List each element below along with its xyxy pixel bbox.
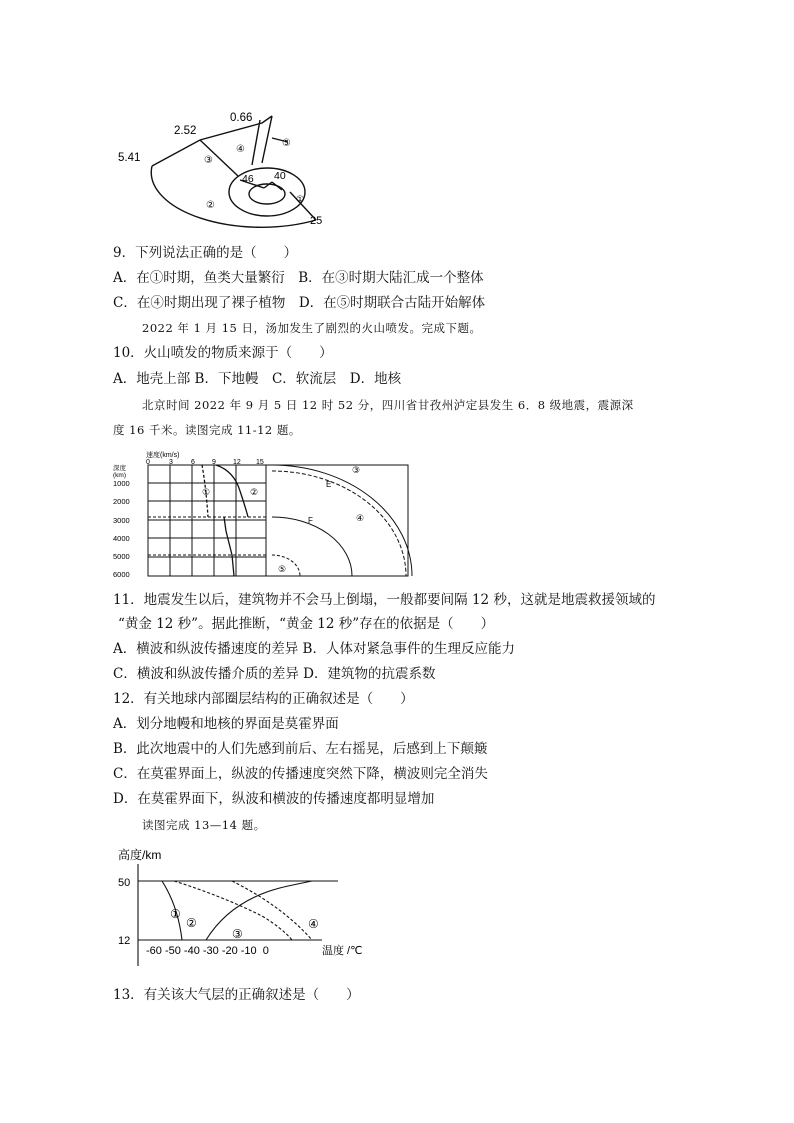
fig2-speed-label: 速度(km/s) — [146, 452, 180, 459]
seismic-wave-figure — [112, 451, 422, 581]
fig1-label-066: 0.66 — [230, 112, 253, 124]
q11-option-c-d: C．横波和纵波传播介质的差异 D．建筑物的抗震系数 — [113, 666, 436, 682]
fig3-xlabel: 温度 /℃ — [322, 945, 363, 957]
q9-option-c-d: C．在④时期出现了裸子植物 D．在⑤时期联合古陆开始解体 — [113, 295, 486, 311]
q12-option-a: A．划分地幔和地核的界面是莫霍界面 — [113, 716, 339, 732]
q10-options: A．地壳上部 B．下地幔 C．软流层 D．地核 — [113, 371, 402, 387]
fig2-depth-4000: 4000 — [113, 534, 130, 543]
fig2-speed-tick-3: 3 — [169, 459, 173, 466]
quake-intro-line1: 北京时间 2022 年 9 月 5 日 12 时 52 分，四川省甘孜州泸定县发生 6．8 级地震，震源深 — [142, 398, 634, 412]
fig3-curve-4: ④ — [308, 917, 319, 931]
fig2-speed-tick-0: 0 — [146, 459, 150, 466]
fig3-y-top: 50 — [118, 877, 131, 889]
fig3-x-ticks: -60 -50 -40 -30 -20 -10 0 — [146, 945, 269, 957]
fig2-depth-1000: 1000 — [113, 479, 130, 488]
q9-option-a-b: A．在①时期，鱼类大量繁衍 B．在③时期大陆汇成一个整体 — [113, 270, 484, 286]
q12-option-d: D．在莫霍界面下，纵波和横波的传播速度都明显增加 — [113, 791, 435, 807]
q9-stem: 9．下列说法正确的是（ ） — [113, 245, 298, 261]
fig1-label-46: 46 — [242, 173, 254, 185]
geologic-time-spiral-figure — [112, 108, 342, 228]
q13-14-intro: 读图完成 13—14 题。 — [142, 818, 266, 832]
fig1-region-3: ③ — [204, 155, 213, 166]
fig2-speed-tick-15: 15 — [256, 459, 264, 466]
q12-option-b: B．此次地震中的人们先感到前后、左右摇晃，后感到上下颠簸 — [113, 741, 488, 757]
fig2-depth-3000: 3000 — [113, 516, 130, 525]
quake-intro-line2: 度 16 千米。读图完成 11-12 题。 — [113, 423, 301, 437]
fig2-speed-tick-6: 6 — [191, 459, 195, 466]
q11-stem-line1: 11．地震发生以后，建筑物并不会马上倒塌，一般都要间隔 12 秒，这就是地震救援领域的 — [113, 592, 656, 608]
volcano-intro: 2022 年 1 月 15 日，汤加发生了剧烈的火山喷发。完成下题。 — [142, 321, 482, 335]
q11-option-a-b: A．横波和纵波传播速度的差异 B．人体对紧急事件的生理反应能力 — [113, 641, 515, 657]
q11-stem-line2: “黄金 12 秒”。据此推断，“黄金 12 秒”存在的依据是（ ） — [118, 616, 495, 632]
fig1-label-541: 5.41 — [118, 152, 141, 164]
fig2-letter-f: F — [308, 516, 313, 525]
atmosphere-temperature-figure — [112, 846, 392, 968]
q13-stem: 13．有关该大气层的正确叙述是（ ） — [113, 987, 360, 1003]
fig1-region-2: ② — [206, 200, 215, 211]
q10-stem: 10．火山喷发的物质来源于（ ） — [113, 345, 333, 361]
fig2-speed-tick-12: 12 — [233, 459, 241, 466]
fig3-curve-3: ③ — [232, 927, 243, 941]
q12-stem: 12．有关地球内部圈层结构的正确叙述是（ ） — [113, 691, 414, 707]
fig1-label-252: 2.52 — [174, 125, 197, 137]
fig2-letter-e: E — [326, 480, 332, 489]
fig3-y-bottom: 12 — [118, 935, 131, 947]
fig3-curve-2: ② — [186, 916, 197, 930]
fig1-region-4: ④ — [236, 144, 245, 155]
fig1-label-40: 40 — [274, 170, 286, 182]
fig2-marker-3: ③ — [352, 465, 361, 475]
fig1-region-5: ⑤ — [282, 138, 291, 149]
fig2-marker-5: ⑤ — [278, 564, 287, 574]
fig2-depth-5000: 5000 — [113, 552, 130, 561]
fig2-depth-6000: 6000 — [113, 570, 130, 579]
fig2-speed-tick-9: 9 — [212, 459, 216, 466]
fig1-label-25: 25 — [310, 215, 323, 227]
fig3-ylabel: 高度/km — [118, 848, 162, 862]
fig2-depth-unit: (km) — [113, 472, 126, 479]
q12-option-c: C．在莫霍界面上，纵波的传播速度突然下降，横波则完全消失 — [113, 766, 488, 782]
fig2-marker-2: ② — [250, 487, 259, 497]
fig2-marker-1: ① — [202, 487, 211, 497]
fig2-marker-4: ④ — [356, 513, 365, 523]
fig1-region-1: ① — [296, 194, 305, 204]
fig2-depth-2000: 2000 — [113, 497, 130, 506]
fig2-depth-label: 深度 — [113, 465, 126, 472]
fig3-curve-1: ① — [170, 907, 181, 921]
